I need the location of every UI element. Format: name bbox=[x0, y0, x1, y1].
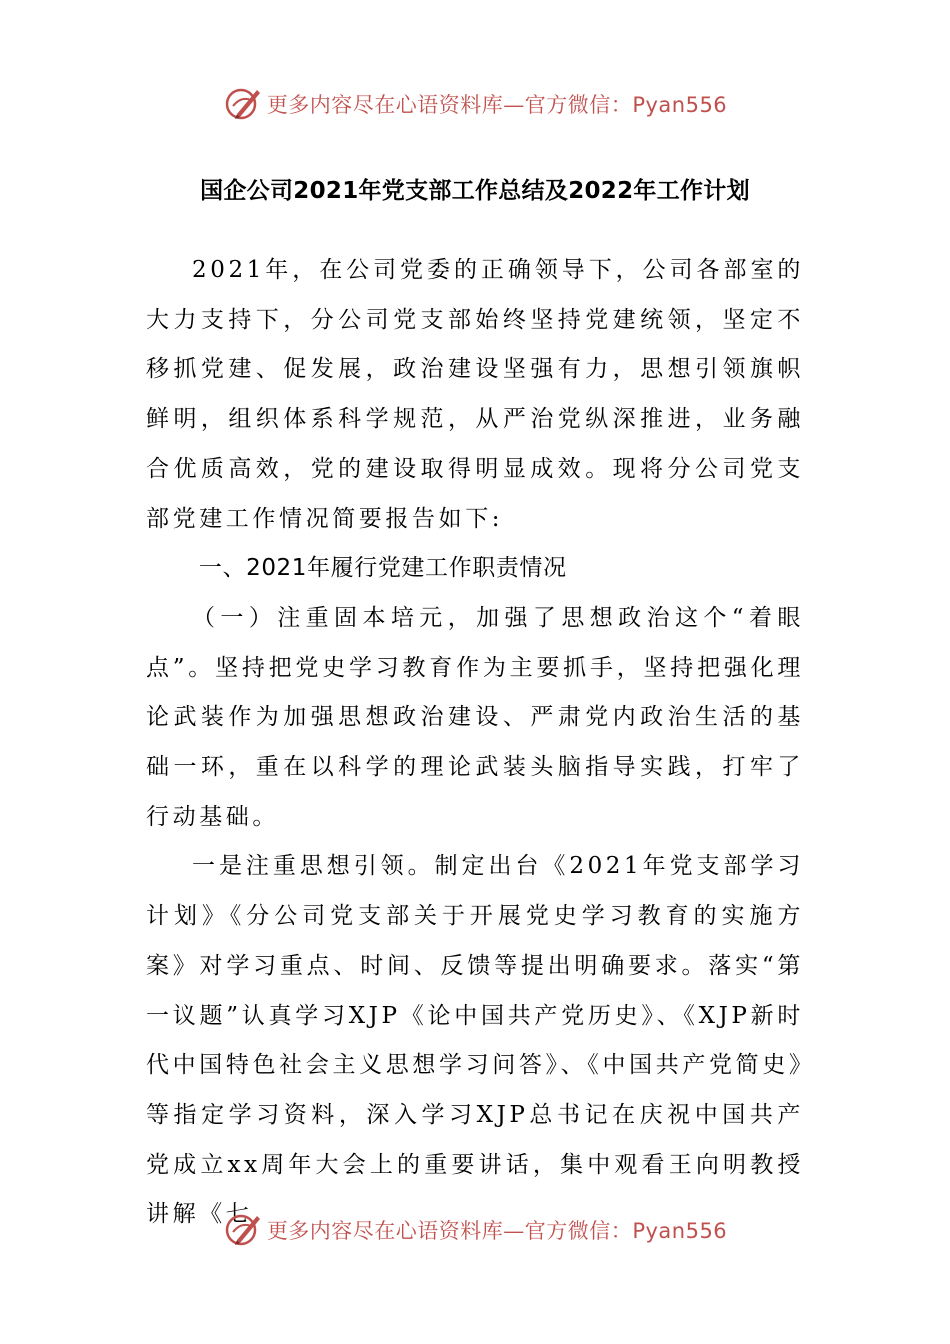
header-banner bbox=[0, 84, 950, 124]
footer-banner bbox=[0, 1210, 950, 1250]
wechat-id: Pyan556 bbox=[632, 93, 728, 117]
pen-logo-icon bbox=[223, 84, 263, 124]
section-heading-1: 一、2021年履行党建工作职责情况 bbox=[198, 555, 567, 582]
paragraph-subsection-1: （一）注重固本培元，加强了思想政治这个“着眼点”。坚持把党史学习教育作为主要抓手，坚持把强化理论武装作为加强思想政治建设、严肃党内政治生活的基础一环，重在以科学的理论武装头脑指导实践，打牢了行动基础。 bbox=[146, 604, 804, 830]
document-body bbox=[146, 246, 804, 1240]
banner-text: 更多内容尽在心语资料库—官方微信：Pyan556 bbox=[266, 1219, 728, 1243]
wechat-id: Pyan556 bbox=[632, 1219, 728, 1243]
paragraph-point-1: 一是注重思想引领。制定出台《2021年党支部学习计划》《分公司党支部关于开展党史学习教育的实施方案》对学习重点、时间、反馈等提出明确要求。落实“第一议题”认真学习XJP《论中国共产党历史》、《XJP新时代中国特色社会主义思想学习问答》、《中国共产党简史》等指定学习资料，深入学习XJP总书记在庆祝中国共产党成立xx周年大会上的重要讲话，集中观看王向明教授讲解《七 bbox=[146, 853, 804, 1228]
document-title: 国企公司2021年党支部工作总结及2022年工作计划 bbox=[200, 178, 750, 204]
banner-text: 更多内容尽在心语资料库—官方微信：Pyan556 bbox=[266, 93, 728, 117]
pen-logo-icon bbox=[223, 1210, 263, 1250]
paragraph-intro: 2021年，在公司党委的正确领导下，公司各部室的大力支持下，分公司党支部始终坚持党建统领，坚定不移抓党建、促发展，政治建设坚强有力，思想引领旗帜鲜明，组织体系科学规范，从严治党纵深推进，业务融合优质高效，党的建设取得明显成效。现将分公司党支部党建工作情况简要报告如下: bbox=[146, 257, 804, 532]
